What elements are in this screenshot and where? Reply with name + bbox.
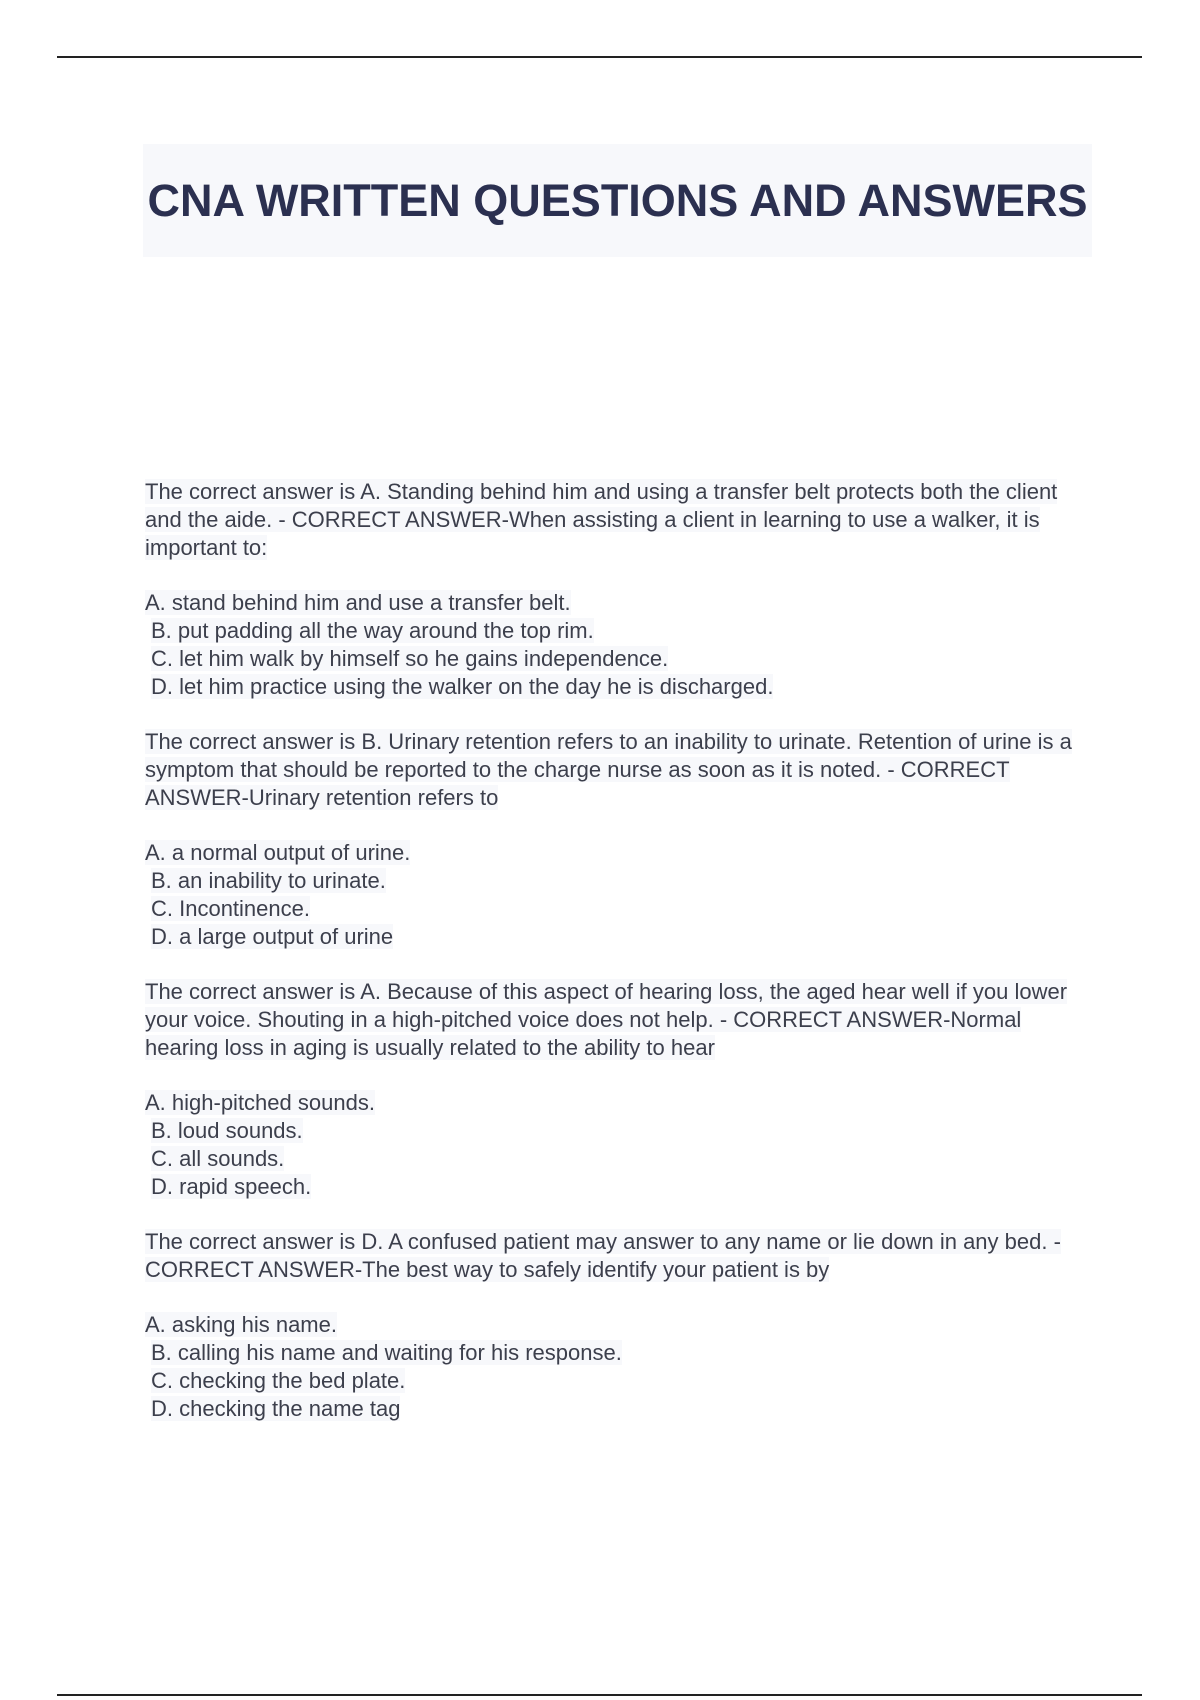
option-a: A. a normal output of urine.	[145, 840, 411, 865]
option-c: C. all sounds.	[151, 1146, 285, 1171]
option-b: B. put padding all the way around the top rim.	[151, 618, 594, 643]
top-rule	[57, 56, 1142, 58]
question-block-1	[145, 478, 1095, 701]
option-b: B. loud sounds.	[151, 1118, 303, 1143]
question-block-3	[145, 978, 1095, 1201]
document-title: CNA WRITTEN QUESTIONS AND ANSWERS	[147, 175, 1088, 226]
answer-options	[145, 839, 1095, 951]
option-c: C. checking the bed plate.	[151, 1368, 406, 1393]
question-text: The correct answer is A. Because of this aspect of hearing loss, the aged hear well if you lower your voice. Shouting in a high-pitched voice does not help. - CORRECT ANSWER-Normal hearing loss in aging is usually related to the ability to hear	[145, 979, 1068, 1060]
question-block-2	[145, 728, 1095, 951]
answer-options	[145, 1089, 1095, 1201]
option-a: A. high-pitched sounds.	[145, 1090, 375, 1115]
option-c: C. let him walk by himself so he gains independence.	[151, 646, 669, 671]
option-a: A. asking his name.	[145, 1312, 337, 1337]
option-b: B. an inability to urinate.	[151, 868, 386, 893]
question-text: The correct answer is B. Urinary retention refers to an inability to urinate. Retention of urine is a symptom that should be reported to the charge nurse as soon as it is noted. - CORRECT ANSWER-Urinary retention refers to	[145, 729, 1072, 810]
answer-options	[145, 1311, 1095, 1423]
option-d: D. let him practice using the walker on the day he is discharged.	[151, 674, 774, 699]
question-text: The correct answer is D. A confused patient may answer to any name or lie down in any bed. - CORRECT ANSWER-The best way to safely identify your patient is by	[145, 1229, 1061, 1282]
title-banner	[143, 144, 1092, 257]
question-list	[145, 478, 1095, 1450]
option-d: D. rapid speech.	[151, 1174, 312, 1199]
option-a: A. stand behind him and use a transfer belt.	[145, 590, 571, 615]
option-c: C. Incontinence.	[151, 896, 310, 921]
option-b: B. calling his name and waiting for his response.	[151, 1340, 622, 1365]
option-d: D. a large output of urine	[151, 924, 394, 949]
bottom-rule	[57, 1694, 1142, 1696]
answer-options	[145, 589, 1095, 701]
question-block-4	[145, 1228, 1095, 1423]
question-text: The correct answer is A. Standing behind him and using a transfer belt protects both the client and the aide. - CORRECT ANSWER-When assisting a client in learning to use a walker, it is important to:	[145, 479, 1058, 560]
option-d: D. checking the name tag	[151, 1396, 401, 1421]
